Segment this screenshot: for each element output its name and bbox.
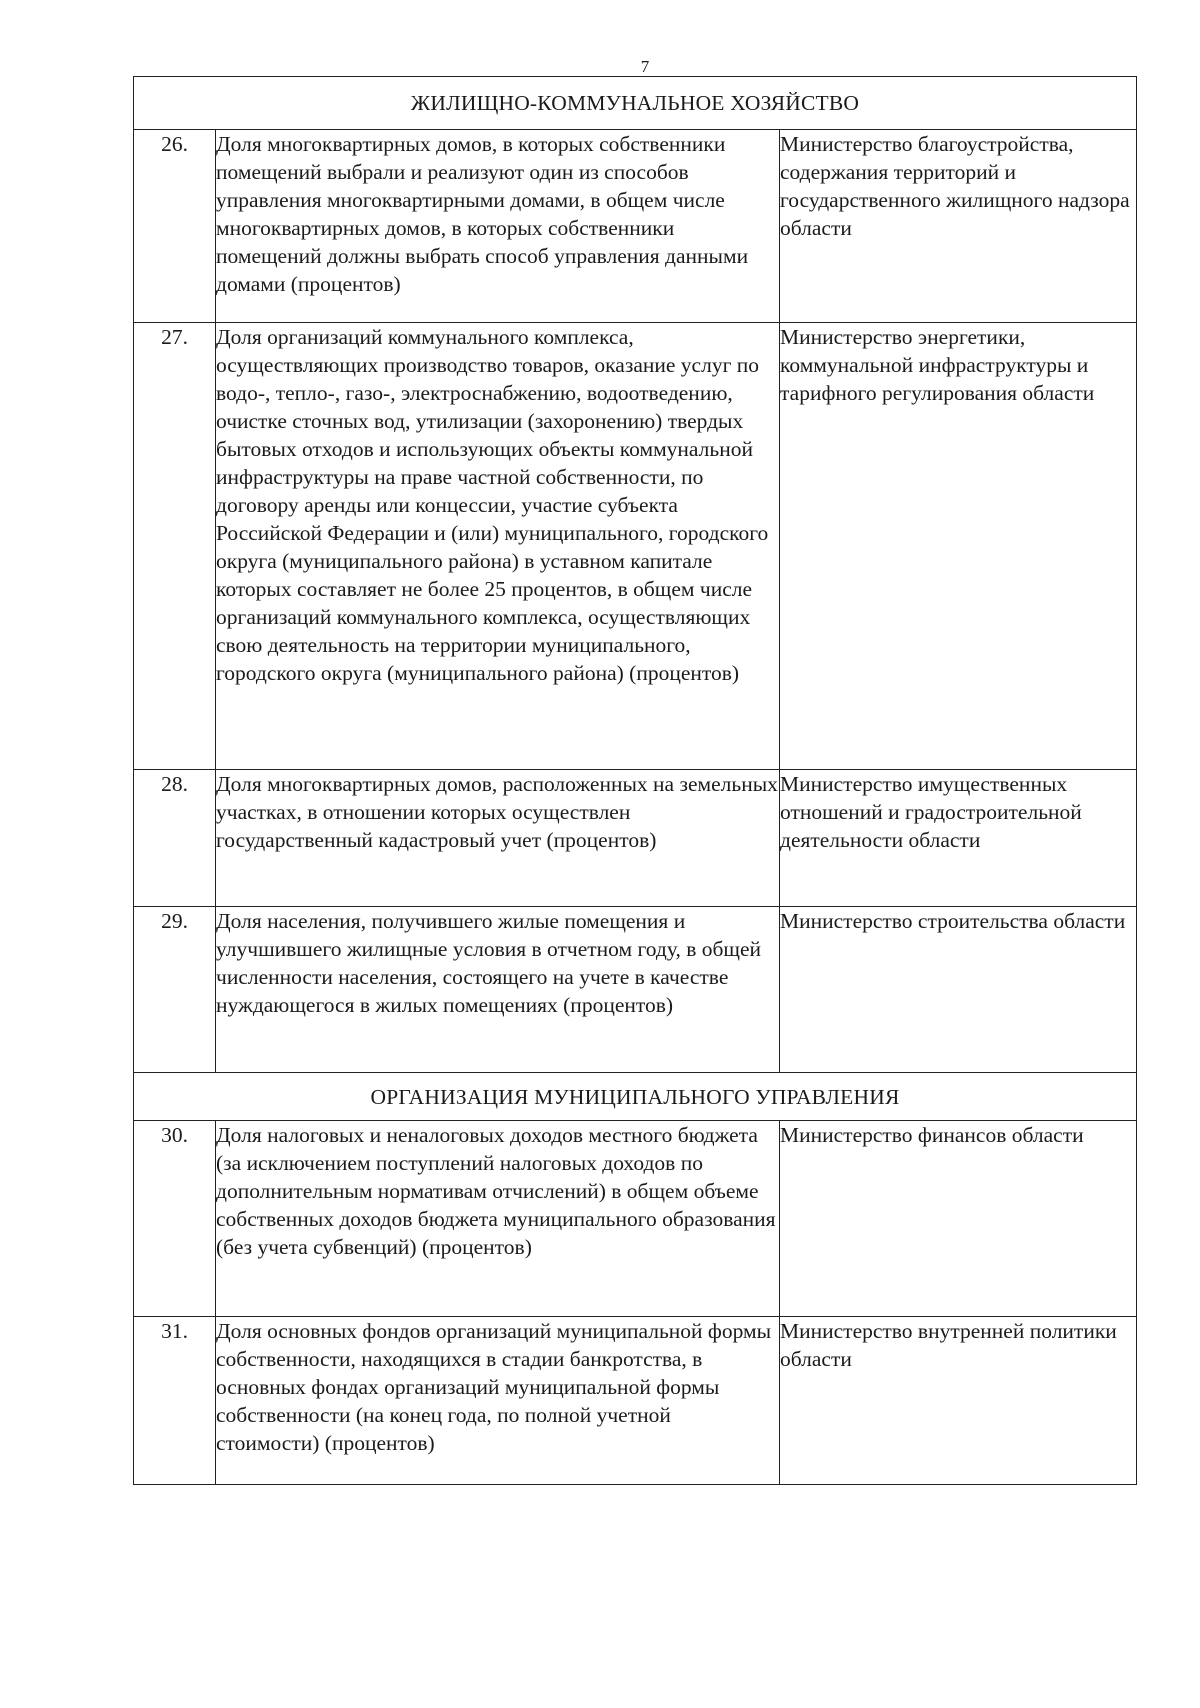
responsible-ministry: Министерство благоустройства, содержания территорий и государственного жилищного надзора области [780,130,1137,323]
responsible-ministry: Министерство энергетики, коммунальной инфраструктуры и тарифного регулирования области [780,323,1137,770]
indicator-text: Доля налоговых и неналоговых доходов местного бюджета (за исключением поступлений налоговых доходов по дополнительным нормативам отчислений) в общем объеме собственных доходов бюджета муниципального образования (без учета субвенций) (процентов) [216,1121,780,1317]
row-number: 29. [134,907,216,1073]
table-row [134,323,1137,770]
row-number: 27. [134,323,216,770]
indicator-text: Доля организаций коммунального комплекса, осуществляющих производство товаров, оказание услуг по водо-, тепло-, газо-, электроснабжению, водоотведению, очистке сточных вод, утилизации (захоронению) твердых бытовых отходов и использующих объекты коммунальной инфраструктуры на праве частной собственности, по договору аренды или концессии, участие субъекта Российской Федерации и (или) муниципального, городского округа (муниципального района) в уставном капитале которых составляет не более 25 процентов, в общем числе организаций коммунального комплекса, осуществляющих свою деятельность на территории муниципального, городского округа (муниципального района) (процентов) [216,323,780,770]
table-row [134,1121,1137,1317]
section-header-row [134,1073,1137,1121]
row-number: 28. [134,770,216,907]
responsible-ministry: Министерство строительства области [780,907,1137,1073]
section-title-housing: ЖИЛИЩНО-КОММУНАЛЬНОЕ ХОЗЯЙСТВО [134,77,1137,130]
row-number: 26. [134,130,216,323]
indicator-text: Доля основных фондов организаций муниципальной формы собственности, находящихся в стадии банкротства, в основных фондах организаций муниципальной формы собственности (на конец года, по полной учетной стоимости) (процентов) [216,1317,780,1485]
table-row [134,770,1137,907]
section-header-row [134,77,1137,130]
table-row [134,907,1137,1073]
indicator-text: Доля многоквартирных домов, расположенных на земельных участках, в отношении которых осуществлен государственный кадастровый учет (процентов) [216,770,780,907]
row-number: 31. [134,1317,216,1485]
table-row [134,1317,1137,1485]
table-row [134,130,1137,323]
responsible-ministry: Министерство имущественных отношений и градостроительной деятельности области [780,770,1137,907]
page-number: 7 [640,57,650,76]
responsible-ministry: Министерство внутренней политики области [780,1317,1137,1485]
section-title-municipal: ОРГАНИЗАЦИЯ МУНИЦИПАЛЬНОГО УПРАВЛЕНИЯ [134,1073,1137,1121]
indicator-text: Доля многоквартирных домов, в которых собственники помещений выбрали и реализуют один из способов управления многоквартирными домами, в общем числе многоквартирных домов, в которых собственники помещений должны выбрать способ управления данными домами (процентов) [216,130,780,323]
responsible-ministry: Министерство финансов области [780,1121,1137,1317]
row-number: 30. [134,1121,216,1317]
indicator-text: Доля населения, получившего жилые помещения и улучшившего жилищные условия в отчетном году, в общей численности населения, состоящего на учете в качестве нуждающегося в жилых помещениях (процентов) [216,907,780,1073]
indicators-table [133,76,1137,1485]
